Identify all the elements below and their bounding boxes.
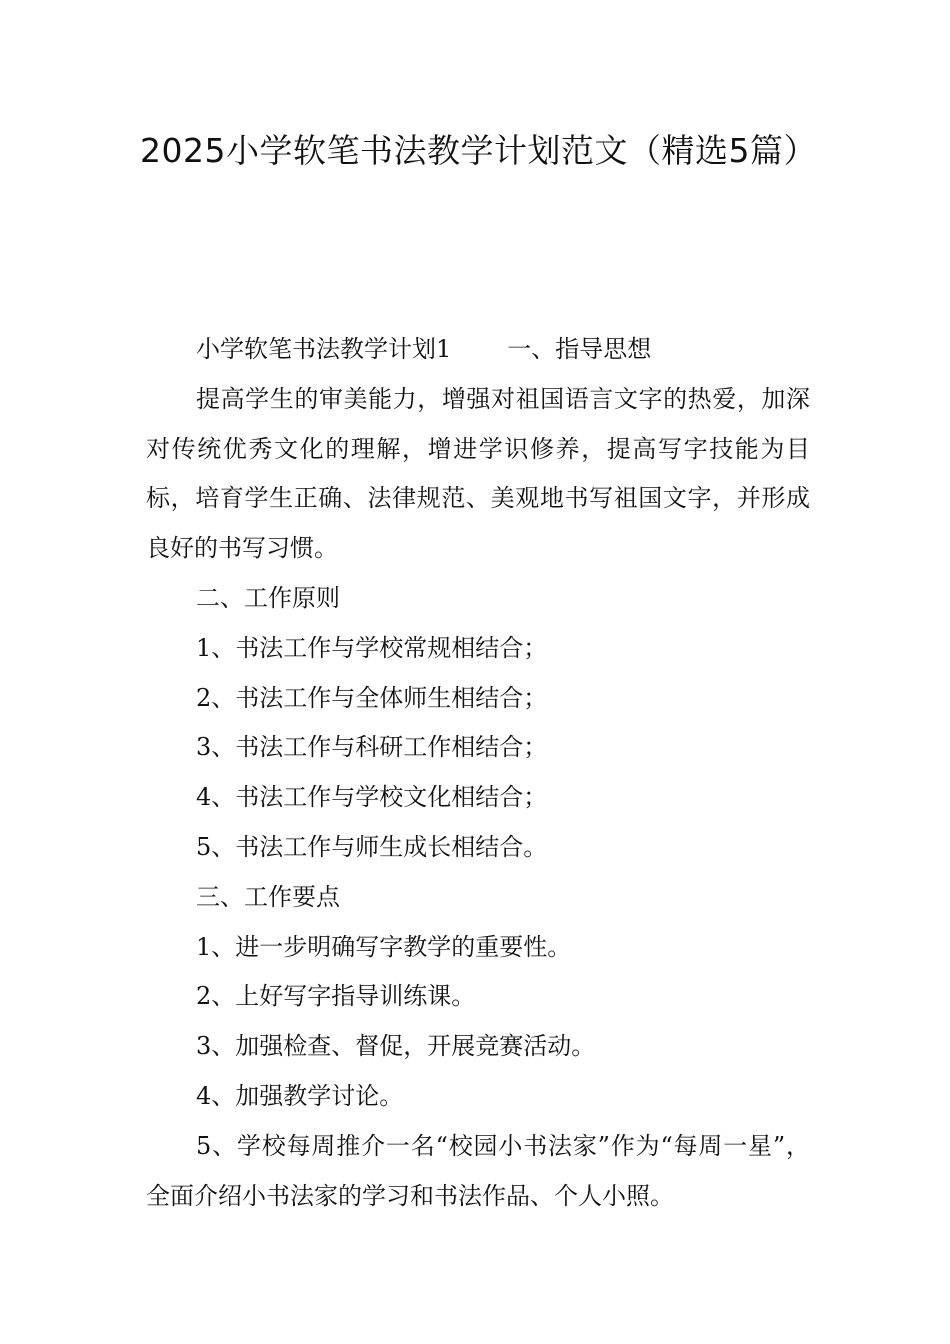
list-item: 2、书法工作与全体师生相结合； (196, 683, 548, 712)
section-heading-key-points: 三、工作要点 (196, 882, 340, 911)
list-item: 3、书法工作与科研工作相结合； (196, 733, 548, 762)
section-heading-line (146, 325, 810, 375)
list-item: 5、学校每周推介一名“校园小书法家”作为“每周一星”，全面介绍小书法家的学习和书法作品、个人小照。 (146, 1131, 810, 1210)
list-item: 3、加强检查、督促，开展竞赛活动。 (196, 1032, 596, 1061)
document-body (146, 325, 810, 1221)
list-item: 4、加强教学讨论。 (196, 1081, 404, 1110)
section-heading-guiding-ideology: 一、指导思想 (507, 335, 652, 363)
section-heading-principles: 二、工作原则 (196, 583, 340, 612)
paragraph: 提高学生的审美能力，增强对祖国语言文字的热爱，加深对传统优秀文化的理解，增进学识修养，提高写字技能为目标，培育学生正确、法律规范、美观地书写祖国文字，并形成良好的书写习惯。 (146, 384, 810, 563)
list-item: 5、书法工作与师生成长相结合。 (196, 832, 548, 861)
list-item: 1、书法工作与学校常规相结合； (196, 633, 548, 662)
plan-heading: 小学软笔书法教学计划1 (196, 335, 452, 363)
list-item: 4、书法工作与学校文化相结合； (196, 783, 548, 812)
list-item: 2、上好写字指导训练课。 (196, 982, 476, 1011)
list-item: 1、进一步明确写字教学的重要性。 (196, 932, 572, 961)
document-title: 2025小学软笔书法教学计划范文（精选5篇） (140, 131, 817, 170)
